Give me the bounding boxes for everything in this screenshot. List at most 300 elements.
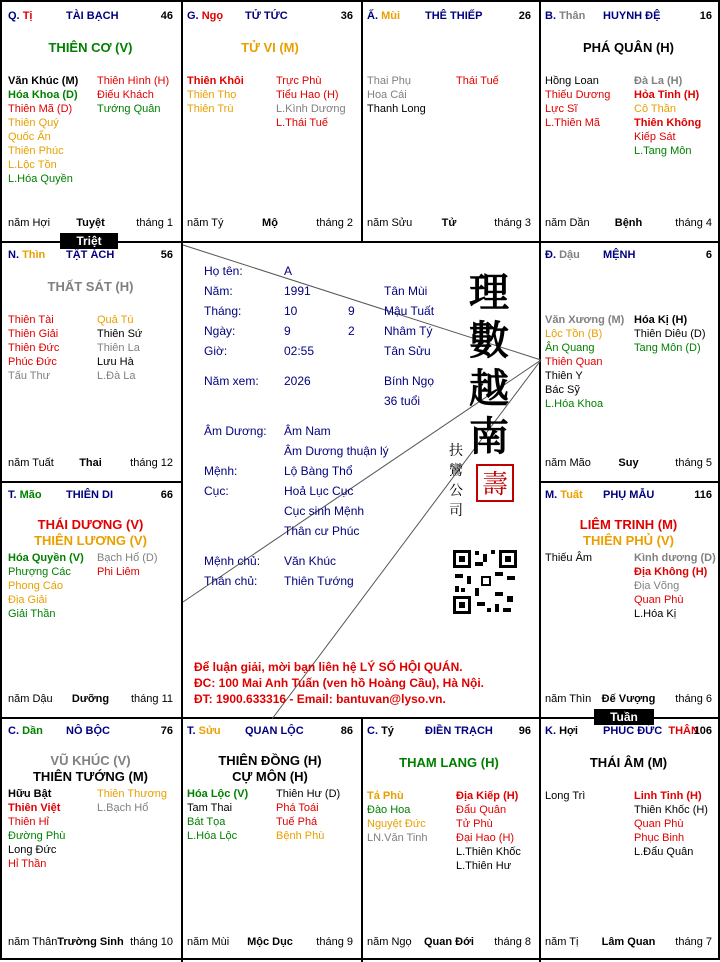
luu-nguyet-month: tháng 4 bbox=[675, 217, 712, 229]
gio-can-chi: Tân Sửu bbox=[384, 344, 431, 358]
can-label: Q. bbox=[8, 10, 20, 22]
dai-han-number: 56 bbox=[160, 249, 173, 261]
minor-star: Hóa Kị (H) bbox=[634, 314, 688, 326]
luu-nien-year: năm Tý bbox=[187, 217, 224, 229]
minor-star: Tam Thai bbox=[187, 802, 233, 814]
can-chi bbox=[8, 10, 32, 22]
can-label: G. bbox=[187, 10, 199, 22]
minor-stars-right bbox=[456, 74, 499, 88]
tuoi-value: 36 tuổi bbox=[384, 394, 421, 408]
minor-star: Văn Khúc (M) bbox=[8, 75, 79, 87]
minor-star: Lộc Tồn (B) bbox=[545, 328, 603, 340]
minor-star: L.Đẩu Quân bbox=[634, 846, 694, 858]
side-char: 司 bbox=[449, 503, 463, 519]
minor-star: Tuế Phá bbox=[276, 816, 318, 828]
luu-nguyet-month: tháng 6 bbox=[675, 693, 712, 705]
palace-name bbox=[66, 489, 113, 501]
chi-label: Hợi bbox=[559, 725, 578, 737]
minor-star: Giải Thần bbox=[8, 608, 56, 620]
palace-label: HUYNH ĐỆ bbox=[603, 10, 661, 22]
minor-star: Thanh Long bbox=[367, 103, 426, 115]
palace-cell-ty[interactable] bbox=[361, 717, 537, 958]
minor-star: Phong Cáo bbox=[8, 580, 64, 592]
minor-star: Thiên Hư (D) bbox=[276, 788, 341, 800]
minor-star: Đẩu Quân bbox=[456, 804, 507, 816]
main-star: PHÁ QUÂN (H) bbox=[583, 40, 674, 55]
luu-nien-year: năm Dậu bbox=[8, 693, 53, 705]
trang-sinh-stage: Tuyệt bbox=[76, 217, 105, 229]
minor-star: Hóa Lộc (V) bbox=[187, 788, 249, 800]
chi-label: Tý bbox=[381, 725, 394, 737]
luu-nguyet-month: tháng 7 bbox=[675, 936, 712, 948]
palace-name bbox=[66, 249, 114, 261]
luu-nguyet-month: tháng 2 bbox=[316, 217, 353, 229]
minor-stars-right bbox=[456, 789, 521, 873]
chi-label: Mùi bbox=[381, 10, 401, 22]
menh-value: Lộ Bàng Thổ bbox=[284, 464, 353, 478]
minor-star: Quả Tú bbox=[97, 314, 134, 326]
minor-star: L.Thiên Khốc bbox=[456, 846, 521, 858]
minor-stars-right bbox=[97, 787, 167, 815]
can-chi bbox=[8, 725, 43, 737]
can-label: C. bbox=[367, 725, 378, 737]
palace-footer bbox=[8, 936, 173, 950]
luu-nien-year: năm Thân bbox=[8, 936, 58, 948]
palace-cell-than[interactable] bbox=[539, 2, 718, 239]
minor-stars-left bbox=[545, 551, 592, 565]
can-chi bbox=[187, 725, 221, 737]
minor-star: L.Hóa Khoa bbox=[545, 398, 604, 410]
seal-char: 壽 bbox=[481, 470, 508, 500]
cuc-note: Cục sinh Mệnh bbox=[284, 504, 365, 518]
luu-nien-year: năm Sửu bbox=[367, 217, 413, 229]
nam-label: Năm: bbox=[204, 284, 233, 298]
chi-label: Dần bbox=[22, 725, 43, 737]
minor-star: Thiếu Âm bbox=[545, 552, 593, 564]
can-label: K. bbox=[545, 725, 556, 737]
contact-line-2: ĐC: 100 Mai Anh Tuấn (ven hồ Hoàng Cầu), Hà Nội. bbox=[194, 676, 485, 690]
minor-star: Kình dương (D) bbox=[634, 552, 716, 564]
trang-sinh-stage: Thai bbox=[79, 457, 102, 469]
nam-value: 1991 bbox=[284, 284, 311, 298]
chi-label: Dậu bbox=[559, 249, 580, 261]
minor-star: L.Hóa Kị bbox=[634, 608, 677, 620]
minor-star: Lực Sĩ bbox=[545, 103, 578, 115]
minor-star: Tang Môn (D) bbox=[634, 342, 701, 354]
calligraphy-char: 理 bbox=[469, 269, 509, 316]
minor-star: Điếu Khách bbox=[97, 89, 154, 101]
palace-cell-ti[interactable] bbox=[2, 2, 179, 239]
palace-name bbox=[66, 725, 110, 737]
luu-nien-year: năm Mão bbox=[545, 457, 591, 469]
minor-star: Thiên Y bbox=[545, 370, 583, 382]
chi-label: Thìn bbox=[22, 249, 46, 261]
luu-nien-year: năm Tị bbox=[545, 936, 579, 948]
palace-name bbox=[603, 10, 660, 22]
palace-footer bbox=[187, 936, 353, 950]
palace-header bbox=[8, 725, 173, 741]
can-chi bbox=[545, 725, 578, 737]
ngay-duong: 9 bbox=[284, 324, 291, 338]
main-star: THIÊN PHỦ (V) bbox=[583, 533, 674, 548]
main-star: THIÊN TƯỚNG (M) bbox=[32, 769, 149, 784]
nam-can-chi: Tân Mùi bbox=[384, 284, 428, 298]
minor-star: Phục Binh bbox=[634, 832, 685, 844]
trang-sinh-stage: Dưỡng bbox=[71, 693, 110, 705]
palace-footer bbox=[367, 936, 531, 950]
cuc-value: Hoả Lục Cục bbox=[284, 484, 354, 498]
minor-star: Thiên Không bbox=[634, 117, 702, 129]
nam-xem-can-chi: Bính Ngọ bbox=[384, 374, 435, 388]
minor-star: Thái Tuế bbox=[456, 75, 499, 87]
can-label: T. bbox=[8, 489, 17, 501]
can-label: Ấ. bbox=[367, 10, 378, 22]
than-cu: Thân cư Phúc bbox=[284, 524, 360, 538]
minor-star: Thiên La bbox=[97, 342, 140, 354]
palace-header bbox=[367, 10, 531, 26]
luu-nguyet-month: tháng 3 bbox=[494, 217, 531, 229]
am-duong-value: Âm Nam bbox=[284, 424, 331, 438]
minor-star: L.Hóa Lộc bbox=[187, 830, 238, 842]
main-star: TỬ VI (M) bbox=[241, 40, 299, 55]
side-char: 扶 bbox=[449, 443, 463, 459]
minor-star: Thiên Giải bbox=[8, 328, 59, 340]
minor-star: Hỏa Tinh (H) bbox=[634, 89, 700, 101]
minor-star: Bạch Hổ (D) bbox=[97, 552, 158, 564]
dai-han-number: 6 bbox=[705, 249, 712, 261]
menh-label: Mệnh: bbox=[204, 464, 238, 478]
palace-name bbox=[66, 10, 119, 22]
palace-label: NÔ BỘC bbox=[66, 725, 110, 737]
minor-star: L.Lộc Tồn bbox=[8, 159, 57, 171]
luu-nien-year: năm Mùi bbox=[187, 936, 230, 948]
trang-sinh-stage: Trường Sinh bbox=[57, 936, 124, 948]
main-star: THIÊN LƯƠNG (V) bbox=[34, 533, 147, 548]
palace-name bbox=[425, 10, 482, 22]
tuan-tag: Tuần bbox=[594, 709, 654, 725]
thang-label: Tháng: bbox=[204, 304, 242, 318]
minor-star: Thiên Mã (D) bbox=[8, 103, 73, 115]
luu-nguyet-month: tháng 11 bbox=[130, 693, 173, 705]
main-star: THÁI DƯƠNG (V) bbox=[37, 517, 144, 532]
palace-name bbox=[603, 249, 635, 261]
menh-chu-label: Mệnh chủ: bbox=[204, 554, 261, 568]
luu-nguyet-month: tháng 1 bbox=[136, 217, 173, 229]
minor-star: Hỉ Thần bbox=[8, 858, 47, 870]
dai-han-number: 66 bbox=[160, 489, 173, 501]
minor-star: Địa Giải bbox=[8, 594, 48, 606]
palace-footer bbox=[545, 457, 712, 471]
trang-sinh-stage: Tử bbox=[441, 217, 457, 229]
palace-footer bbox=[8, 457, 173, 471]
main-star: VŨ KHÚC (V) bbox=[50, 753, 131, 768]
minor-star: Ân Quang bbox=[545, 342, 595, 354]
palace-header bbox=[187, 725, 353, 741]
palace-footer bbox=[545, 217, 712, 231]
ho-ten-label: Họ tên: bbox=[204, 264, 243, 278]
can-chi bbox=[545, 489, 583, 501]
minor-stars-left bbox=[187, 74, 244, 116]
ngay-can-chi: Nhâm Tý bbox=[384, 324, 433, 338]
main-star: THÁI ÂM (M) bbox=[589, 755, 668, 770]
ho-ten-value: A bbox=[284, 264, 293, 278]
am-duong-note: Âm Dương thuận lý bbox=[284, 444, 389, 458]
can-label: C. bbox=[8, 725, 19, 737]
minor-star: Tử Phù bbox=[456, 818, 493, 830]
minor-star: Đà La (H) bbox=[634, 75, 683, 87]
am-duong-label: Âm Dương: bbox=[204, 424, 267, 438]
minor-star: Thiên Việt bbox=[8, 802, 61, 814]
minor-star: Văn Xương (M) bbox=[545, 314, 625, 326]
dai-han-number: 46 bbox=[160, 10, 173, 22]
calligraphy-char: 數 bbox=[469, 317, 509, 364]
palace-footer bbox=[8, 693, 173, 707]
minor-star: Thiên Hỉ bbox=[8, 816, 49, 828]
luu-nguyet-month: tháng 5 bbox=[675, 457, 712, 469]
luu-nguyet-month: tháng 10 bbox=[130, 936, 173, 948]
triet-tag: Triệt bbox=[60, 233, 118, 249]
minor-star: Thiên Quý bbox=[8, 117, 59, 129]
luu-nien-year: năm Ngọ bbox=[367, 936, 412, 948]
minor-stars-left bbox=[545, 789, 585, 803]
minor-stars-left bbox=[545, 74, 610, 130]
palace-header bbox=[8, 489, 173, 505]
minor-star: Tướng Quân bbox=[97, 103, 161, 115]
minor-stars-right bbox=[276, 74, 346, 130]
can-label: B. bbox=[545, 10, 556, 22]
minor-star: Thiên Thương bbox=[97, 788, 168, 800]
minor-star: Đại Hao (H) bbox=[456, 832, 515, 844]
minor-star: Thiếu Dương bbox=[545, 89, 611, 101]
red-seal-stamp bbox=[476, 464, 514, 502]
minor-stars-right bbox=[276, 787, 340, 843]
contact-line-1: Để luận giải, mời bạn liên hệ LÝ SỐ HỘI QUÁN. bbox=[194, 660, 463, 674]
palace-cell-suu[interactable] bbox=[181, 717, 359, 958]
thang-can-chi: Mậu Tuất bbox=[384, 304, 435, 318]
dai-han-number: 76 bbox=[160, 725, 173, 737]
palace-cell-mui[interactable] bbox=[361, 2, 537, 239]
minor-star: Hồng Loan bbox=[545, 75, 599, 87]
main-star: THẤT SÁT (H) bbox=[47, 279, 134, 294]
minor-star: Nguyệt Đức bbox=[367, 818, 426, 830]
trang-sinh-stage: Quan Đới bbox=[424, 936, 474, 948]
palace-name bbox=[245, 725, 304, 737]
can-label: N. bbox=[8, 249, 19, 261]
minor-star: Hoa Cái bbox=[367, 89, 407, 101]
can-chi bbox=[545, 249, 580, 261]
than-chu-value: Thiên Tướng bbox=[284, 574, 354, 588]
minor-star: Địa Võng bbox=[634, 580, 680, 592]
luu-nguyet-month: tháng 9 bbox=[316, 936, 353, 948]
minor-star: Linh Tinh (H) bbox=[634, 790, 702, 802]
minor-stars-left bbox=[545, 313, 624, 411]
luu-nguyet-month: tháng 8 bbox=[494, 936, 531, 948]
palace-label: PHỤ MẪU bbox=[603, 489, 655, 501]
chi-label: Thân bbox=[559, 10, 586, 22]
palace-label: THÊ THIẾP bbox=[425, 10, 483, 22]
thang-duong: 10 bbox=[284, 304, 298, 318]
palace-header bbox=[545, 10, 712, 26]
can-label: T. bbox=[187, 725, 196, 737]
main-star: THIÊN ĐỒNG (H) bbox=[218, 753, 322, 768]
chi-label: Tuất bbox=[560, 489, 583, 501]
dai-han-number: 96 bbox=[518, 725, 531, 737]
palace-name bbox=[603, 725, 699, 737]
minor-star: LN.Văn Tinh bbox=[367, 832, 428, 844]
palace-footer bbox=[187, 217, 353, 231]
minor-star: Đường Phù bbox=[8, 830, 66, 842]
minor-star: Quan Phù bbox=[634, 594, 684, 606]
minor-star: Bác Sỹ bbox=[545, 384, 580, 396]
minor-stars-left bbox=[367, 74, 426, 116]
minor-star: Thiên Hình (H) bbox=[97, 75, 170, 87]
can-label: M. bbox=[545, 489, 558, 501]
thang-am: 9 bbox=[348, 304, 355, 318]
main-star: LIÊM TRINH (M) bbox=[579, 517, 678, 532]
minor-star: Quan Phù bbox=[634, 818, 684, 830]
minor-star: Địa Kiếp (H) bbox=[456, 790, 519, 802]
dai-han-number: 16 bbox=[699, 10, 712, 22]
nam-xem-value: 2026 bbox=[284, 374, 311, 388]
minor-star: Quốc Ấn bbox=[8, 131, 51, 143]
minor-star: Hóa Khoa (D) bbox=[8, 89, 78, 101]
minor-star: L.Hóa Quyền bbox=[8, 173, 73, 185]
palace-label: TỬ TỨC bbox=[245, 10, 288, 22]
main-star: THAM LANG (H) bbox=[399, 755, 499, 770]
palace-label: TÀI BẠCH bbox=[66, 10, 119, 22]
palace-cell-thin[interactable] bbox=[2, 241, 179, 479]
chi-label: Ngọ bbox=[201, 10, 224, 22]
palace-cell-hoi[interactable] bbox=[539, 717, 718, 958]
dai-han-number: 106 bbox=[693, 725, 712, 737]
menh-chu-value: Văn Khúc bbox=[284, 554, 337, 568]
minor-star: Cô Thần bbox=[634, 103, 676, 115]
minor-star: Thiên Tài bbox=[8, 314, 54, 326]
palace-header bbox=[545, 249, 712, 265]
palace-name bbox=[245, 10, 288, 22]
chi-label: Mão bbox=[19, 489, 42, 501]
minor-stars-left bbox=[8, 551, 84, 621]
minor-star: L.Kình Dương bbox=[276, 103, 346, 115]
minor-stars-right bbox=[634, 551, 716, 621]
minor-star: Hữu Bật bbox=[8, 788, 52, 800]
minor-star: Long Đức bbox=[8, 844, 57, 856]
trang-sinh-stage: Bệnh bbox=[614, 217, 643, 229]
minor-star: L.Thiên Hư bbox=[456, 860, 512, 872]
palace-label: PHÚC ĐỨC bbox=[603, 725, 663, 737]
minor-star: Đào Hoa bbox=[367, 804, 411, 816]
trang-sinh-stage: Mộ bbox=[262, 217, 278, 229]
palace-header bbox=[187, 10, 353, 26]
minor-stars-right bbox=[634, 313, 706, 355]
chi-label: Sửu bbox=[198, 725, 221, 737]
palace-cell-dan[interactable] bbox=[2, 717, 179, 958]
luu-nien-year: năm Thìn bbox=[545, 693, 592, 705]
minor-star: L.Thái Tuế bbox=[276, 117, 328, 129]
contact-line-3: ĐT: 1900.633316 - Email: bantuvan@lyso.vn. bbox=[194, 692, 446, 706]
palace-footer bbox=[367, 217, 531, 231]
qr-code[interactable] bbox=[451, 548, 519, 616]
can-chi bbox=[367, 10, 400, 22]
minor-star: L.Bạch Hổ bbox=[97, 802, 149, 814]
cuc-label: Cục: bbox=[204, 484, 229, 498]
minor-star: Tiểu Hao (H) bbox=[276, 89, 339, 101]
minor-star: Long Trì bbox=[545, 790, 586, 802]
minor-star: Tả Phù bbox=[367, 790, 404, 802]
can-chi bbox=[367, 725, 394, 737]
palace-header bbox=[8, 249, 173, 265]
minor-star: L.Đà La bbox=[97, 370, 136, 382]
gio-label: Giờ: bbox=[204, 344, 228, 358]
palace-label: TẬT ÁCH bbox=[66, 249, 115, 261]
minor-star: Thiên Sứ bbox=[97, 328, 143, 340]
palace-cell-mao[interactable] bbox=[2, 481, 179, 715]
luu-nien-year: năm Hợi bbox=[8, 217, 51, 229]
dai-han-number: 116 bbox=[694, 489, 712, 501]
can-label: Đ. bbox=[545, 249, 556, 261]
palace-header bbox=[367, 725, 531, 741]
palace-name bbox=[425, 725, 493, 737]
minor-star: Thiên Quan bbox=[545, 356, 603, 368]
minor-star: Phi Liêm bbox=[97, 566, 140, 578]
minor-stars-right bbox=[97, 313, 142, 383]
luu-nguyet-month: tháng 12 bbox=[130, 457, 173, 469]
main-star: CỰ MÔN (H) bbox=[232, 769, 308, 784]
minor-star: Thiên Thọ bbox=[187, 89, 237, 101]
palace-header bbox=[545, 489, 712, 505]
can-chi bbox=[8, 249, 45, 261]
can-chi bbox=[8, 489, 42, 501]
minor-star: Phúc Đức bbox=[8, 356, 57, 368]
minor-star: Tấu Thư bbox=[8, 370, 51, 382]
palace-label: QUAN LỘC bbox=[245, 725, 304, 737]
luu-nien-year: năm Dần bbox=[545, 217, 590, 229]
palace-cell-tuat[interactable] bbox=[539, 481, 718, 715]
minor-star: Phá Toái bbox=[276, 802, 319, 814]
palace-header bbox=[8, 10, 173, 26]
trang-sinh-stage: Mộc Dục bbox=[247, 936, 293, 948]
trang-sinh-stage: Lâm Quan bbox=[601, 936, 656, 948]
palace-cell-ngo[interactable] bbox=[181, 2, 359, 239]
can-chi bbox=[187, 10, 223, 22]
palace-cell-dau[interactable] bbox=[539, 241, 718, 479]
minor-star: Thiên Khôi bbox=[187, 75, 244, 87]
calligraphy-char: 越 bbox=[469, 365, 509, 412]
minor-star: Bệnh Phù bbox=[276, 830, 325, 842]
nam-xem-label: Năm xem: bbox=[204, 374, 259, 388]
minor-star: Thiên Khốc (H) bbox=[634, 804, 708, 816]
minor-stars-right bbox=[97, 551, 158, 579]
side-char: 公 bbox=[449, 483, 463, 499]
minor-star: Địa Không (H) bbox=[634, 566, 708, 578]
palace-footer bbox=[545, 693, 712, 707]
palace-name bbox=[603, 489, 654, 501]
minor-star: Thiên Diêu (D) bbox=[634, 328, 706, 340]
minor-stars-left bbox=[8, 313, 59, 383]
minor-stars-left bbox=[8, 787, 65, 871]
minor-stars-left bbox=[187, 787, 248, 843]
dai-han-number: 86 bbox=[340, 725, 353, 737]
palace-label: THIÊN DI bbox=[66, 489, 114, 501]
palace-footer bbox=[545, 936, 712, 950]
calligraphy-char: 南 bbox=[469, 413, 509, 460]
than-chu-label: Thân chủ: bbox=[204, 574, 258, 588]
side-char: 鸞 bbox=[449, 463, 463, 479]
than-marker: THÂN bbox=[668, 725, 699, 737]
minor-star: Hóa Quyền (V) bbox=[8, 552, 84, 564]
palace-header bbox=[545, 725, 712, 741]
ngay-label: Ngày: bbox=[204, 324, 236, 338]
